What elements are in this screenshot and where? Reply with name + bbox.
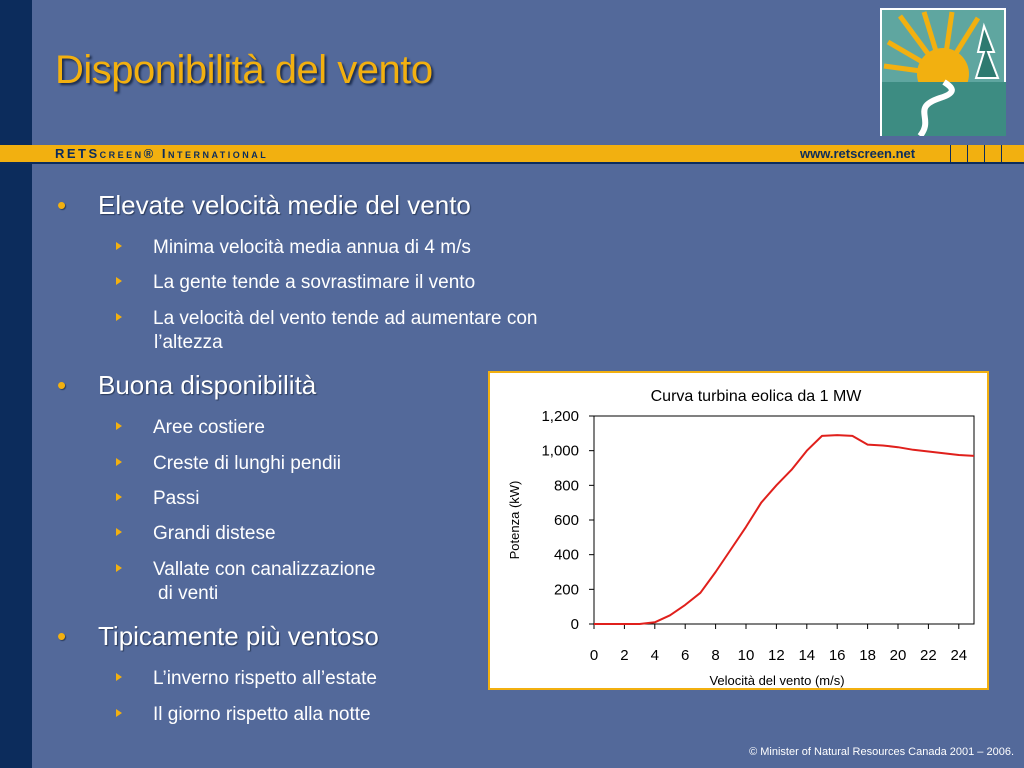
- bullet-3-text: Tipicamente più ventoso: [98, 621, 379, 651]
- retscreen-logo-icon: [880, 8, 1006, 136]
- bullet-dot-icon: •: [57, 190, 67, 220]
- sub-bullet: [116, 522, 276, 546]
- sub-bullet: [116, 667, 377, 691]
- sub-bullet: [116, 703, 371, 727]
- arrow-icon: [116, 709, 122, 717]
- x-tick-label: 22: [920, 647, 937, 664]
- x-tick-label: 20: [889, 647, 907, 664]
- left-stripe: [0, 0, 32, 768]
- sub-bullet-text: La velocità del vento tende ad aumentare con: [153, 308, 538, 329]
- band-boxes: [950, 145, 1018, 162]
- y-tick-label: 800: [553, 477, 579, 495]
- sub-bullet-text: Grandi distese: [153, 523, 276, 544]
- chart-title: Curva turbina eolica da 1 MW: [650, 388, 862, 405]
- bullet-dot-icon: •: [57, 621, 67, 651]
- x-tick-label: 12: [768, 647, 785, 664]
- x-tick-label: 16: [828, 647, 846, 664]
- x-tick-label: 24: [950, 647, 968, 664]
- sub-bullet: [116, 236, 471, 260]
- x-tick-label: 18: [859, 647, 876, 664]
- y-tick-label: 1,000: [541, 442, 579, 460]
- arrow-icon: [116, 422, 122, 430]
- brand-name: RETScreen® International: [55, 146, 269, 161]
- bullet-1: [57, 190, 471, 221]
- arrow-icon: [116, 242, 122, 250]
- arrow-icon: [116, 673, 122, 681]
- y-tick-label: 1,200: [541, 408, 579, 425]
- copyright-footer: © Minister of Natural Resources Canada 2001 – 2006.: [749, 746, 1014, 758]
- arrow-icon: [116, 313, 122, 321]
- sub-bullet: [116, 416, 265, 440]
- chart-svg: [490, 373, 987, 688]
- y-tick-label: 0: [570, 616, 579, 633]
- power-curve-line: [594, 435, 974, 624]
- x-tick-label: 2: [620, 647, 629, 664]
- sub-bullet: [116, 271, 475, 295]
- plot-frame: [594, 416, 974, 624]
- sub-bullet-text: Il giorno rispetto alla notte: [153, 704, 371, 725]
- sub-bullet: [116, 307, 538, 355]
- y-axis-label: Potenza (kW): [507, 480, 522, 560]
- bullet-2: [57, 370, 316, 401]
- sub-bullet-text: Aree costiere: [153, 417, 265, 438]
- bullet-1-text: Elevate velocità medie del vento: [98, 190, 471, 220]
- arrow-icon: [116, 277, 122, 285]
- x-tick-label: 8: [711, 647, 720, 664]
- y-tick-label: 600: [553, 512, 579, 529]
- power-curve-chart: [488, 371, 989, 690]
- sub-bullet-text: La gente tende a sovrastimare il vento: [153, 272, 476, 293]
- x-tick-label: 14: [798, 647, 816, 664]
- sub-bullet-continuation: l’altezza: [154, 332, 223, 353]
- sub-bullet-text: Vallate con canalizzazione: [153, 559, 376, 580]
- x-tick-label: 4: [650, 647, 659, 664]
- sub-bullet-text: Creste di lunghi pendii: [153, 453, 342, 474]
- bullet-2-text: Buona disponibilità: [98, 370, 317, 400]
- arrow-icon: [116, 493, 122, 501]
- website-url: www.retscreen.net: [800, 146, 916, 161]
- arrow-icon: [116, 458, 122, 466]
- x-axis-label: Velocità del vento (m/s): [709, 673, 845, 688]
- sub-bullet: [116, 558, 376, 606]
- arrow-icon: [116, 564, 122, 572]
- sub-bullet-text: Passi: [153, 488, 200, 509]
- y-tick-label: 400: [553, 546, 579, 564]
- band-rule: [0, 162, 1024, 164]
- x-tick-label: 0: [589, 647, 599, 664]
- header-band: [0, 145, 1024, 162]
- y-tick-label: 200: [553, 581, 579, 599]
- sub-bullet-text: L’inverno rispetto all’estate: [153, 668, 377, 689]
- sub-bullet-continuation: di venti: [158, 583, 219, 604]
- bullet-dot-icon: •: [57, 370, 67, 400]
- slide-title: Disponibilità del vento: [55, 48, 433, 92]
- sub-bullet: [116, 487, 199, 511]
- x-tick-label: 10: [737, 647, 755, 664]
- bullet-3: [57, 621, 379, 652]
- sub-bullet: [116, 452, 341, 476]
- sub-bullet-text: Minima velocità media annua di 4 m/s: [153, 237, 471, 258]
- x-tick-label: 6: [681, 647, 690, 664]
- arrow-icon: [116, 528, 122, 536]
